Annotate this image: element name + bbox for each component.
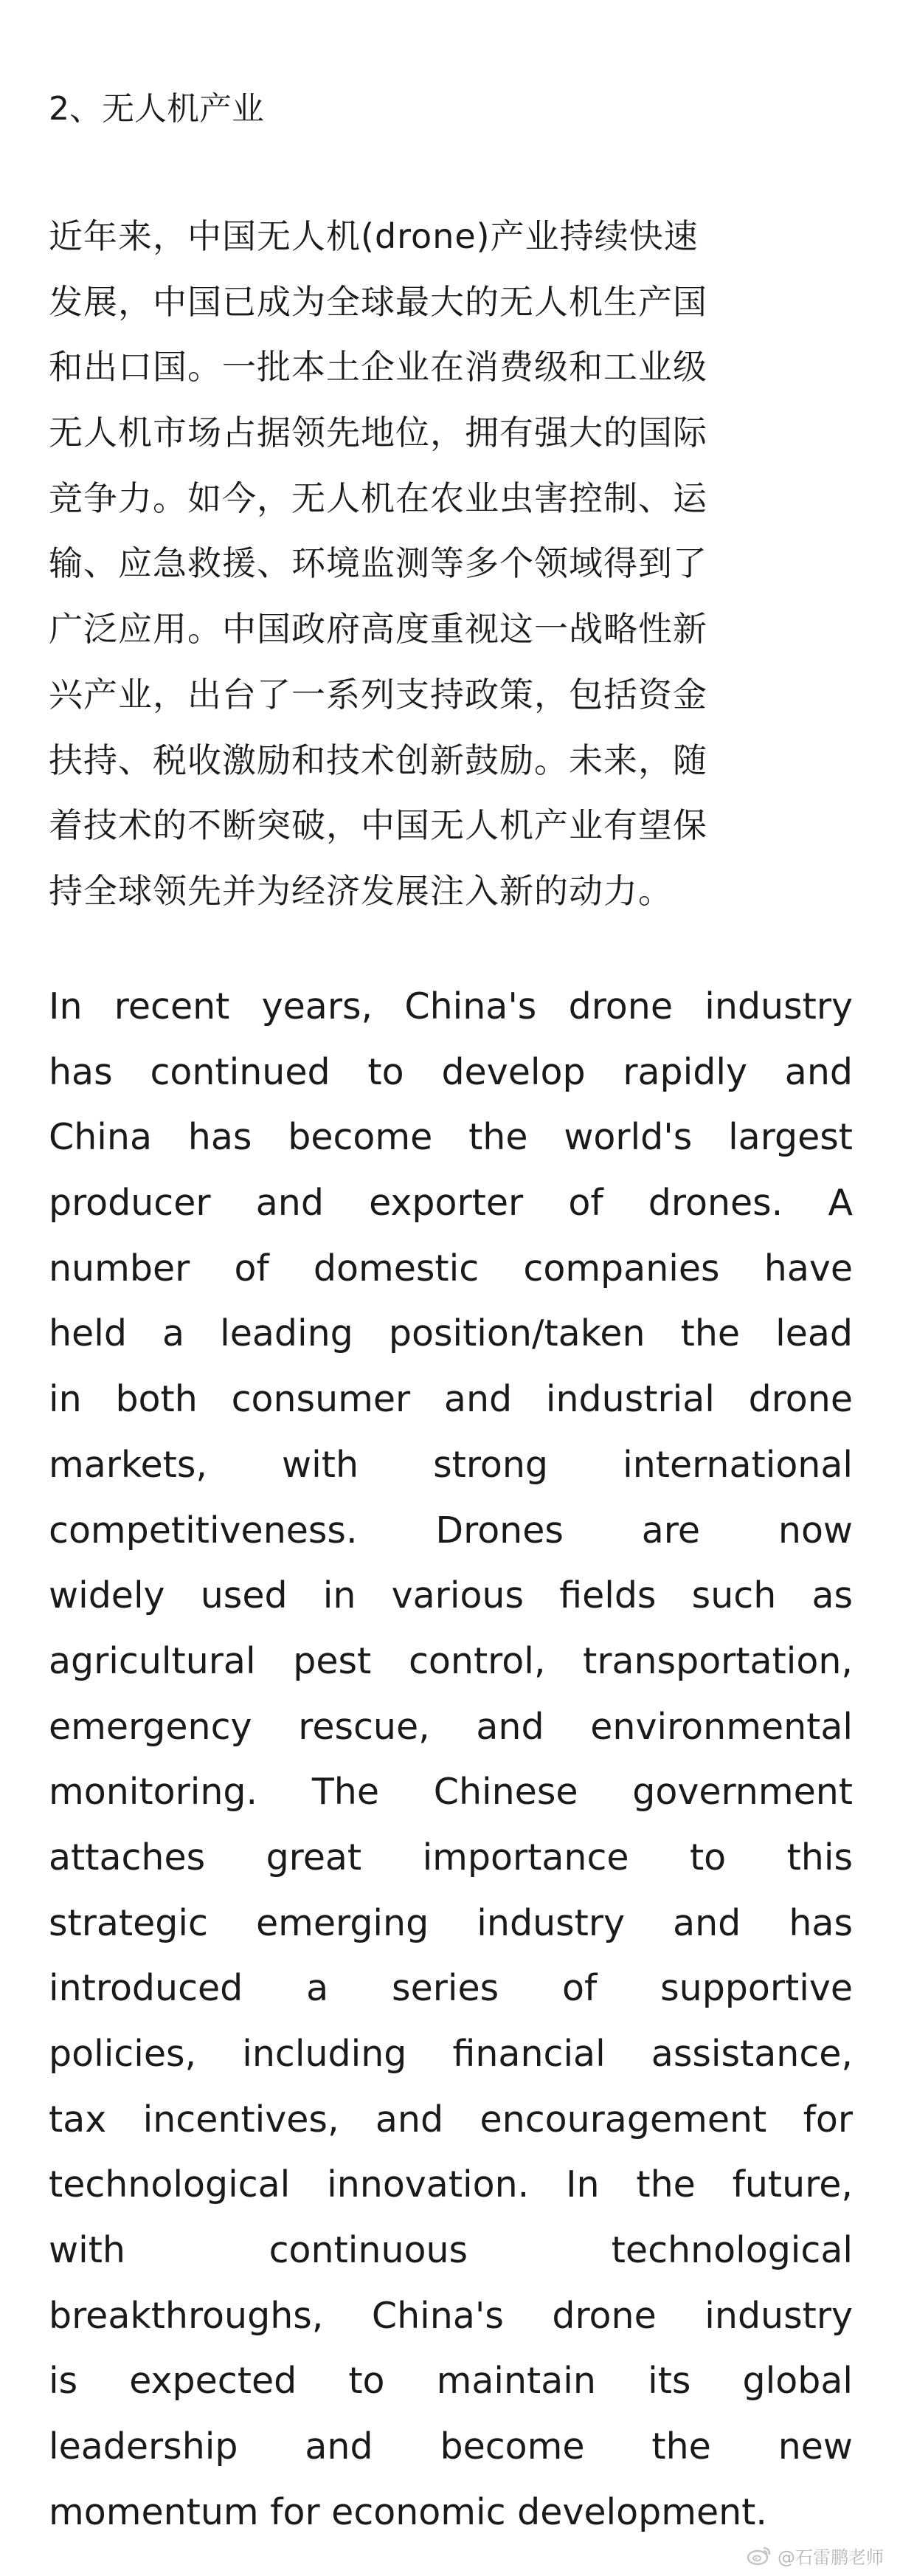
english-text-line: in both consumer and industrial drone (49, 1378, 853, 1421)
chinese-text-line: 广泛应用。中国政府高度重视这一战略性新 (49, 609, 707, 650)
english-text-line: strategic emerging industry and has (49, 1901, 853, 1944)
chinese-text-line: 竞争力。如今，无人机在农业虫害控制、运 (49, 478, 707, 518)
section-heading: 2、无人机产业 (49, 90, 264, 128)
english-text-line: competitiveness. Drones are now (49, 1509, 853, 1552)
english-text-line: emergency rescue, and environmental (49, 1705, 853, 1748)
chinese-text-line: 近年来，中国无人机(drone)产业持续快速 (49, 216, 699, 256)
english-text-line: widely used in various fields such as (49, 1574, 853, 1617)
english-text-line: with continuous technological (49, 2229, 853, 2272)
chinese-text-line: 扶持、税收激励和技术创新鼓励。未来，随 (49, 740, 707, 780)
english-text-line: China has become the world's largest (49, 1116, 853, 1159)
english-text-line: producer and exporter of drones. A (49, 1182, 853, 1225)
english-text-line: introduced a series of supportive (49, 1967, 853, 2010)
english-paragraph (49, 974, 853, 2546)
english-text-line: breakthroughs, China's drone industry (49, 2294, 853, 2337)
chinese-text-line: 着技术的不断突破，中国无人机产业有望保 (49, 805, 707, 846)
english-text-line: attaches great importance to this (49, 1836, 853, 1878)
chinese-text-line: 输、应急救援、环境监测等多个领域得到了 (49, 543, 707, 584)
english-text-line: is expected to maintain its global (49, 2360, 853, 2403)
english-text-line: policies, including financial assistance, (49, 2033, 853, 2075)
english-text-line: has continued to develop rapidly and (49, 1050, 853, 1093)
chinese-text-line: 和出口国。一批本土企业在消费级和工业级 (49, 347, 707, 388)
english-text-line: held a leading position/taken the lead (49, 1312, 853, 1355)
english-text-line: technological innovation. In the future, (49, 2163, 853, 2206)
english-text-line: momentum for economic development. (49, 2490, 767, 2533)
chinese-text-line: 兴产业，出台了一系列支持政策，包括资金 (49, 674, 707, 714)
english-text-line: leadership and become the new (49, 2425, 853, 2468)
watermark-text: @石雷鹏老师 (778, 2546, 884, 2568)
english-text-line: monitoring. The Chinese government (49, 1771, 853, 1814)
weibo-icon (747, 2545, 772, 2566)
english-text-line: agricultural pest control, transportation, (49, 1639, 853, 1682)
english-text-line: tax incentives, and encouragement for (49, 2098, 853, 2141)
chinese-text-line: 持全球领先并为经济发展注入新的动力。 (49, 870, 673, 911)
english-text-line: markets, with strong international (49, 1443, 853, 1486)
english-text-line: In recent years, China's drone industry (49, 985, 853, 1027)
chinese-text-line: 发展，中国已成为全球最大的无人机生产国 (49, 281, 707, 322)
english-text-line: number of domestic companies have (49, 1247, 853, 1289)
chinese-paragraph (49, 204, 860, 924)
watermark (747, 2539, 884, 2572)
chinese-text-line: 无人机市场占据领先地位，拥有强大的国际 (49, 413, 707, 453)
